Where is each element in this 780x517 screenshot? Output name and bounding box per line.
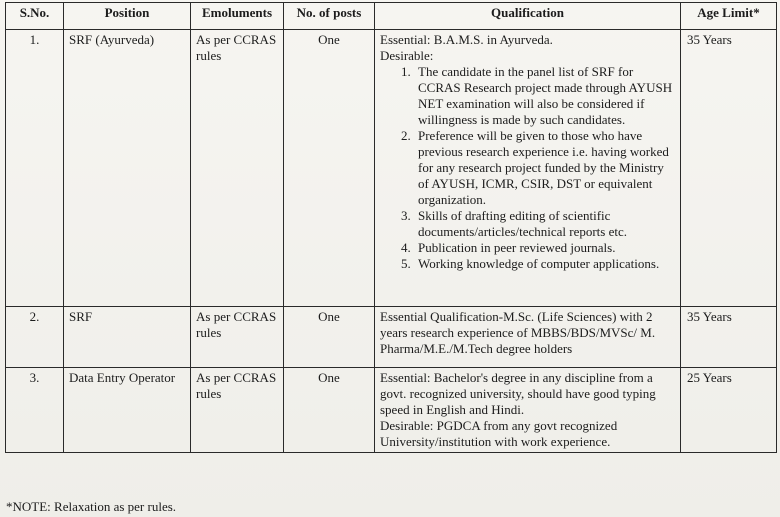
qualification-essential: Essential: Bachelor's degree in any discipline from a govt. recognized university, should have good typing speed in English and Hindi.	[380, 370, 656, 417]
positions-table	[5, 2, 777, 453]
row-emoluments: As per CCRAS rules	[191, 307, 284, 368]
list-item: 5. Working knowledge of computer applications.	[414, 256, 675, 272]
list-item: 1. The candidate in the panel list of SRF for CCRAS Research project made through AYUSH NET examination will also be considered if willingness is made by such candidates.	[414, 64, 675, 128]
row-qualification	[375, 30, 681, 307]
row-posts: One	[284, 307, 375, 368]
row-qualification: Essential Qualification-M.Sc. (Life Sciences) with 2 years research experience of MBBS/BDS/MVSc/ M. Pharma/M.E./M.Tech degree holders	[375, 307, 681, 368]
row-position: SRF	[64, 307, 191, 368]
row-emoluments: As per CCRAS rules	[191, 368, 284, 453]
header-posts: No. of posts	[284, 3, 375, 30]
row-posts: One	[284, 30, 375, 307]
qualification-desirable: Desirable: PGDCA from any govt recognized University/institution with work experience.	[380, 418, 618, 449]
row-age: 35 Years	[681, 307, 777, 368]
row-qualification	[375, 368, 681, 453]
header-sno: S.No.	[6, 3, 64, 30]
row-age: 25 Years	[681, 368, 777, 453]
row-sno: 2.	[6, 307, 64, 368]
row-posts: One	[284, 368, 375, 453]
header-age: Age Limit*	[681, 3, 777, 30]
table-row	[6, 30, 777, 307]
row-sno: 1.	[6, 30, 64, 307]
header-emoluments: Emoluments	[191, 3, 284, 30]
row-position: SRF (Ayurveda)	[64, 30, 191, 307]
qualification-desirable-label: Desirable:	[380, 48, 434, 63]
table-row	[6, 368, 777, 453]
table-header-row	[6, 3, 777, 30]
row-age: 35 Years	[681, 30, 777, 307]
qualification-essential: Essential: B.A.M.S. in Ayurveda.	[380, 32, 553, 47]
footnote: *NOTE: Relaxation as per rules.	[6, 499, 177, 514]
row-sno: 3.	[6, 368, 64, 453]
list-item: 3. Skills of drafting editing of scientific documents/articles/technical reports etc.	[414, 208, 675, 240]
header-qualification: Qualification	[375, 3, 681, 30]
header-position: Position	[64, 3, 191, 30]
list-item: 4. Publication in peer reviewed journals.	[414, 240, 675, 256]
desirable-list	[380, 64, 675, 272]
list-item: 2. Preference will be given to those who have previous research experience i.e. having worked for any research project funded by the Ministry of AYUSH, ICMR, CSIR, DST or equivalent organization.	[414, 128, 675, 208]
table-row	[6, 307, 777, 368]
row-position: Data Entry Operator	[64, 368, 191, 453]
row-emoluments: As per CCRAS rules	[191, 30, 284, 307]
